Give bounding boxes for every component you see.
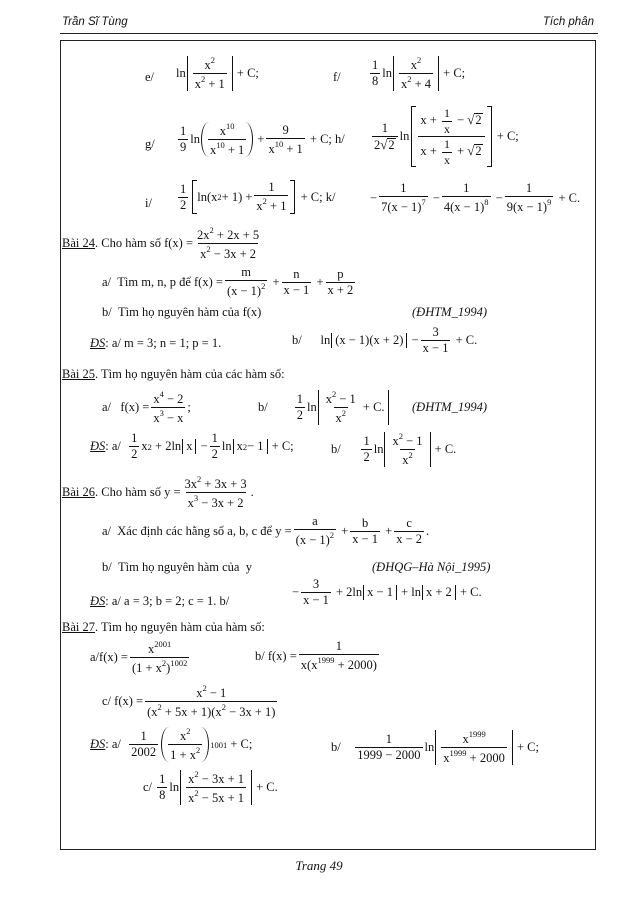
bai24-intro: Bài 24 . Cho hàm số f(x) = $\frac{2x^2 + 2x + 5}{x^2 - 3x + 2}$ [62, 225, 260, 262]
bai27-answer-b: b/ $\frac{1}{1999 - 2000}$ ln $\frac{x^{1999}}{x^{1999} + 2000}$ + C; [331, 729, 539, 766]
bai26-answer: ĐS : a/ a = 3; b = 2; c = 1. b/ [90, 593, 230, 608]
bai24-part-a: a/ Tìm m, n, p để f(x) = $\frac{m}{(x - 1)^2}$ + $\frac{n}{x - 1}$ + $\frac{p}{x + 2}$ [102, 265, 354, 299]
page-number: Trang 49 [295, 858, 343, 873]
header-subject: Tích phân [542, 16, 594, 28]
item-e-formula: ln $\frac{x^2}{x^2 + 1}$ + C; [176, 55, 259, 92]
bai26-part-b: b/ Tìm họ nguyên hàm của y [102, 560, 252, 574]
bai24-answer: ĐS : a/ m = 3; n = 1; p = 1. [90, 335, 222, 350]
bai25-answer-b: b/ $\frac{1}{2}$ ln $\frac{x^2 - 1}{x^2}$ + C. [331, 431, 457, 468]
bai27-part-c: c/ f(x) = $\frac{x^2 - 1}{(x^2 + 5x + 1)(x^2 - 3x + 1)}$ [102, 683, 276, 720]
item-g-label: g/ [145, 137, 155, 151]
bai24-source: (ĐHTM_1994) [412, 305, 487, 319]
bai27-part-a: a/ f(x) = $\frac{x^{2001}}{(1 + x^2)^{1002}}$ [90, 639, 188, 676]
bai26-answer-b: − $\frac{3}{x - 1}$ + 2ln x − 1 + ln x + 2 + C. [292, 577, 482, 608]
item-g-formula: $\frac{1}{9}$ ln $\frac{x^{10}}{x^{10} + 1}$ + $\frac{9}{x^{10} + 1}$ + C; h/ [180, 121, 345, 158]
item-i-label: i/ [145, 196, 152, 210]
bai27-intro: Bài 27 . Tìm họ nguyên hàm của hàm số: [62, 620, 265, 634]
item-i-formula: $\frac{1}{2}$ ln(x 2 + 1) + $\frac{1}{x^2 + 1}$ + C; k/ [180, 180, 336, 214]
bai26-intro: Bài 26 . Cho hàm số y = $\frac{3x^2 + 3x + 3}{x^3 - 3x + 2}$ . [62, 474, 254, 511]
bai25-part-b: b/ $\frac{1}{2}$ ln $\frac{x^2 - 1}{x^2}$ + C. [258, 390, 390, 425]
header-rule [60, 33, 598, 34]
bai26-source: (ĐHQG–Hà Nội_1995) [372, 560, 491, 574]
item-k-formula: − $\frac{1}{7(x - 1)^7}$ − $\frac{1}{4(x - 1)^8}$ − $\frac{1}{9(x - 1)^9}$ + C. [370, 181, 581, 215]
item-f-label: f/ [333, 70, 341, 84]
bai27-answer-c: c/ $\frac{1}{8}$ ln $\frac{x^2 - 3x + 1}{x^2 - 5x + 1}$ + C. [143, 769, 278, 806]
item-f-formula: $\frac{1}{8}$ ln $\frac{x^2}{x^2 + 4}$ + C; [372, 55, 466, 92]
bai25-answer-a: ĐS : a/ $\frac{1}{2}$ x 2 + 2ln x − $\frac{1}{2}$ ln x 2 − 1 + C; [90, 431, 294, 462]
bai26-part-a: a/ Xác định các hằng số a, b, c để y = $\frac{a}{(x - 1)^2}$ + $\frac{b}{x - 1}$ + $\frac{c}{x - 2}$ . [102, 514, 430, 548]
header-author: Trần Sĩ Tùng [62, 16, 128, 28]
bai25-part-a: a/ f(x) = $\frac{x^4 - 2}{x^3 - x}$ ; [102, 389, 191, 426]
item-h-formula: 1 2 √ 2 ln x + $\frac{1}{x}$ − √ 2 x + $\frac{1}{x}$ + √ 2 + C; [374, 106, 519, 167]
bai24-answer-b: b/ ln (x − 1)(x + 2) − $\frac{3}{x - 1}$ + C. [292, 325, 478, 356]
bai27-answer-a: ĐS : a/ $\frac{1}{2002}$ $\frac{x^2}{1 + x^2}$ 1001 + C; [90, 726, 253, 763]
bai25-source: (ĐHTM_1994) [412, 400, 487, 414]
bai25-intro: Bài 25 . Tìm họ nguyên hàm của các hàm số: [62, 367, 285, 381]
bai27-part-b: b/ f(x) = $\frac{1}{x(x^{1999} + 2000)}$ [255, 639, 377, 673]
item-e-label: e/ [145, 70, 155, 84]
bai24-part-b: b/ Tìm họ nguyên hàm của f(x) [102, 305, 262, 319]
